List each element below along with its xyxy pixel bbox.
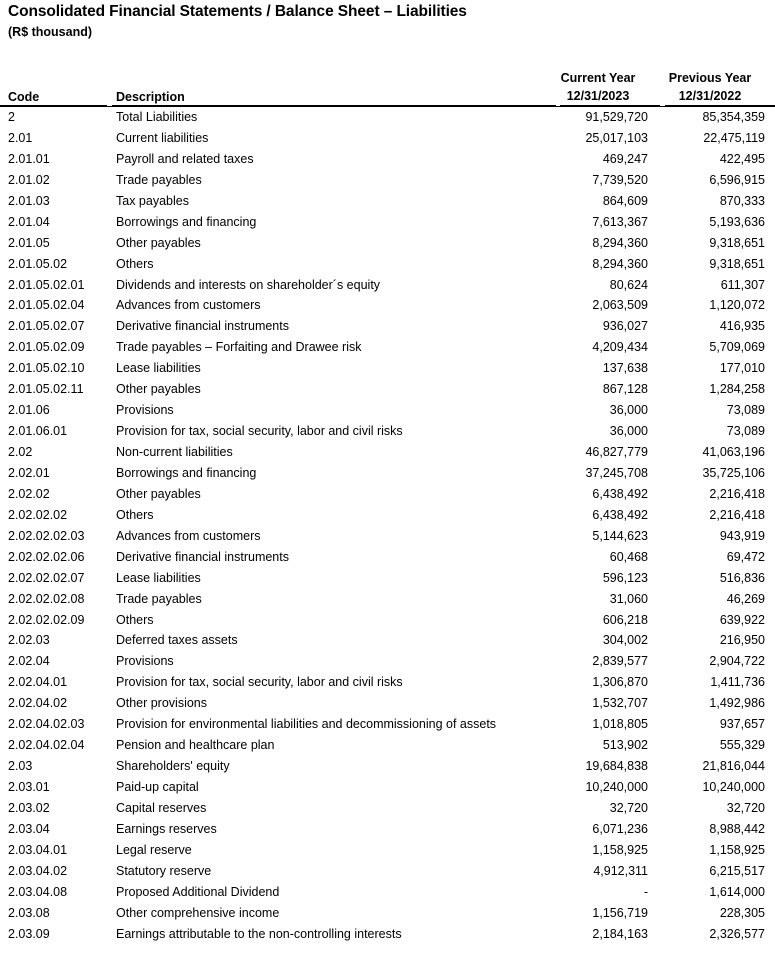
row-previous-year-value: 6,596,915 [709, 172, 765, 187]
row-current-year-value: 60,468 [609, 549, 648, 564]
row-code: 2.01.05.02.09 [8, 340, 85, 355]
table-row [0, 547, 775, 568]
row-previous-year-value: 1,120,072 [709, 298, 765, 313]
table-row [0, 275, 775, 296]
row-previous-year-value: 943,919 [719, 528, 765, 543]
row-current-year-value: 6,071,236 [592, 821, 648, 836]
row-current-year-value: 1,306,870 [592, 675, 648, 690]
row-description: Others [116, 507, 154, 522]
table-row [0, 903, 775, 924]
row-description: Current liabilities [116, 130, 209, 145]
table-row [0, 714, 775, 735]
row-current-year-value: 469,247 [602, 151, 648, 166]
row-code: 2.01.06.01 [8, 424, 68, 439]
row-description: Provisions [116, 654, 174, 669]
row-previous-year-value: 35,725,106 [702, 465, 765, 480]
row-previous-year-value: 937,657 [719, 717, 765, 732]
row-code: 2.03.02 [8, 800, 50, 815]
header-previous-year-label: Previous Year [668, 71, 752, 85]
header-current-year-date: 12/31/2023 [566, 89, 630, 103]
row-code: 2.03.04.02 [8, 863, 68, 878]
header-previous-year-date: 12/31/2022 [678, 89, 742, 103]
row-previous-year-value: 5,709,069 [709, 340, 765, 355]
header-previous-year [655, 69, 765, 105]
row-current-year-value: 4,912,311 [593, 863, 648, 878]
row-description: Provisions [116, 403, 174, 418]
document-title: Consolidated Financial Statements / Balance Sheet – Liabilities [8, 3, 467, 20]
table-row [0, 212, 775, 233]
row-description: Legal reserve [116, 842, 192, 857]
row-previous-year-value: 611,307 [720, 277, 765, 292]
row-code: 2.03.04.08 [8, 884, 68, 899]
table-row [0, 254, 775, 275]
header-current-year-label: Current Year [560, 71, 636, 85]
row-description: Pension and healthcare plan [116, 738, 275, 753]
row-description: Derivative financial instruments [116, 319, 289, 334]
row-code: 2.03.08 [8, 905, 50, 920]
row-code: 2.01.05.02.04 [8, 298, 85, 313]
row-code: 2.02.02.02.06 [8, 549, 85, 564]
row-previous-year-value: 1,492,986 [709, 696, 765, 711]
row-description: Other payables [116, 486, 201, 501]
row-previous-year-value: 516,836 [719, 570, 765, 585]
row-description: Deferred taxes assets [116, 633, 238, 648]
row-code: 2.02.04.02.03 [8, 717, 85, 732]
row-code: 2.02.04 [8, 654, 50, 669]
row-previous-year-value: 555,329 [719, 738, 765, 753]
row-previous-year-value: 41,063,196 [702, 445, 765, 459]
row-code: 2.01.01 [8, 151, 50, 166]
row-description: Advances from customers [116, 528, 261, 543]
table-body [0, 107, 775, 945]
row-current-year-value: 2,184,163 [592, 926, 648, 941]
row-previous-year-value: 10,240,000 [702, 780, 765, 794]
row-description: Derivative financial instruments [116, 549, 289, 564]
row-code: 2.02.02.02.07 [8, 570, 85, 585]
row-description: Proposed Additional Dividend [116, 884, 280, 899]
row-previous-year-value: 870,333 [719, 193, 765, 208]
row-previous-year-value: 177,010 [719, 361, 765, 376]
row-description: Provision for environmental liabilities and decommissioning of assets [116, 717, 497, 732]
row-previous-year-value: 9,318,651 [709, 235, 765, 250]
row-current-year-value: 25,017,103 [585, 130, 648, 145]
row-current-year-value: 7,613,367 [592, 214, 648, 229]
row-code: 2.01.06 [8, 403, 50, 418]
row-current-year-value: 1,532,707 [592, 696, 648, 711]
table-row [0, 337, 775, 358]
table-row [0, 421, 775, 442]
row-current-year-value: 10,240,000 [585, 780, 648, 794]
table-row [0, 651, 775, 672]
table-row [0, 756, 775, 777]
row-code: 2.02.02.02 [8, 507, 68, 522]
row-code: 2.02 [8, 445, 33, 459]
row-previous-year-value: 5,193,636 [709, 214, 765, 229]
row-current-year-value: 46,827,779 [585, 445, 648, 459]
row-code: 2.02.02.02.09 [8, 612, 85, 627]
row-description: Borrowings and financing [116, 214, 257, 229]
row-code: 2.01.04 [8, 214, 50, 229]
row-previous-year-value: 46,269 [726, 591, 765, 606]
row-code: 2.02.04.01 [8, 675, 68, 690]
table-row [0, 672, 775, 693]
row-current-year-value: 8,294,360 [592, 256, 648, 271]
row-description: Earnings reserves [116, 821, 217, 836]
table-row [0, 505, 775, 526]
row-current-year-value: 36,000 [609, 424, 648, 439]
row-code: 2.01.05.02 [8, 256, 68, 271]
row-description: Dividends and interests on shareholder´s equity [116, 277, 381, 292]
row-current-year-value: 606,218 [602, 612, 648, 627]
row-current-year-value: 80,624 [609, 277, 648, 292]
row-code: 2.01.05.02.01 [8, 277, 85, 292]
table-row [0, 442, 775, 463]
table-row [0, 107, 775, 128]
row-code: 2.01.03 [8, 193, 50, 208]
row-code: 2.02.04.02.04 [8, 738, 85, 753]
row-description: Capital reserves [116, 800, 207, 815]
row-current-year-value: 936,027 [602, 319, 648, 334]
row-previous-year-value: 9,318,651 [709, 256, 765, 271]
row-previous-year-value: 1,614,000 [709, 884, 765, 899]
row-previous-year-value: 1,158,925 [709, 842, 765, 857]
row-previous-year-value: 216,950 [719, 633, 765, 648]
table-row [0, 379, 775, 400]
row-previous-year-value: 639,922 [719, 612, 765, 627]
header-code: Code [8, 90, 40, 104]
row-current-year-value: 1,156,719 [592, 905, 648, 920]
table-header [0, 62, 775, 108]
row-description: Provision for tax, social security, labor and civil risks [116, 424, 403, 439]
row-description: Non-current liabilities [116, 445, 233, 459]
table-row [0, 882, 775, 903]
row-description: Trade payables [116, 591, 202, 606]
table-row [0, 819, 775, 840]
row-code: 2.02.02.02.03 [8, 528, 85, 543]
row-current-year-value: 1,158,925 [592, 842, 648, 857]
row-previous-year-value: 2,216,418 [709, 507, 765, 522]
row-previous-year-value: 85,354,359 [702, 110, 765, 124]
row-previous-year-value: 6,215,517 [709, 863, 765, 878]
row-description: Shareholders' equity [116, 759, 230, 774]
row-previous-year-value: 2,326,577 [709, 926, 765, 941]
row-previous-year-value: 32,720 [726, 800, 765, 815]
row-description: Trade payables [116, 172, 202, 187]
document-subtitle: (R$ thousand) [8, 25, 93, 39]
row-description: Other payables [116, 235, 201, 250]
row-code: 2.02.01 [8, 465, 50, 480]
row-description: Others [116, 256, 154, 271]
table-row [0, 777, 775, 798]
row-description: Payroll and related taxes [116, 151, 254, 166]
table-row [0, 295, 775, 316]
row-description: Advances from customers [116, 298, 261, 313]
table-row [0, 128, 775, 149]
table-row [0, 149, 775, 170]
row-current-year-value: 2,839,577 [592, 654, 648, 669]
table-row [0, 798, 775, 819]
row-description: Statutory reserve [116, 863, 212, 878]
row-code: 2.03 [8, 759, 33, 774]
row-code: 2.01.02 [8, 172, 50, 187]
row-previous-year-value: 73,089 [726, 403, 765, 418]
row-previous-year-value: 22,475,119 [703, 130, 765, 145]
row-code: 2.02.04.02 [8, 696, 68, 711]
row-description: Borrowings and financing [116, 465, 257, 480]
row-previous-year-value: 8,988,442 [709, 821, 765, 836]
table-row [0, 400, 775, 421]
table-row [0, 568, 775, 589]
row-description: Total Liabilities [116, 110, 198, 124]
row-code: 2.03.01 [8, 780, 50, 794]
table-row [0, 526, 775, 547]
row-previous-year-value: 73,089 [726, 424, 765, 439]
row-current-year-value: 37,245,708 [585, 465, 648, 480]
header-description: Description [116, 90, 185, 104]
row-current-year-value: 32,720 [609, 800, 648, 815]
row-code: 2.01 [8, 130, 33, 145]
table-row [0, 840, 775, 861]
row-previous-year-value: 2,904,722 [709, 654, 765, 669]
row-current-year-value: 5,144,623 [592, 528, 648, 543]
row-code: 2.03.04 [8, 821, 50, 836]
row-previous-year-value: 1,411,736 [710, 675, 765, 690]
table-row [0, 861, 775, 882]
row-current-year-value: 31,060 [609, 591, 648, 606]
table-row [0, 693, 775, 714]
row-current-year-value: 304,002 [602, 633, 648, 648]
table-row [0, 924, 775, 945]
row-current-year-value: 4,209,434 [592, 340, 648, 355]
row-previous-year-value: 69,472 [726, 549, 765, 564]
row-previous-year-value: 2,216,418 [709, 486, 765, 501]
row-description: Other comprehensive income [116, 905, 280, 920]
row-previous-year-value: 228,305 [719, 905, 765, 920]
row-current-year-value: 867,128 [602, 382, 648, 397]
row-current-year-value: 137,638 [602, 361, 648, 376]
row-current-year-value: 91,529,720 [585, 110, 648, 124]
row-current-year-value: 513,902 [602, 738, 648, 753]
row-previous-year-value: 21,816,044 [702, 759, 765, 774]
row-description: Tax payables [116, 193, 189, 208]
table-row [0, 484, 775, 505]
row-current-year-value: 2,063,509 [592, 298, 648, 313]
table-row [0, 630, 775, 651]
table-row [0, 463, 775, 484]
row-code: 2.03.04.01 [8, 842, 68, 857]
row-code: 2.01.05.02.10 [8, 361, 85, 376]
table-row [0, 735, 775, 756]
row-description: Paid-up capital [116, 780, 199, 794]
row-current-year-value: 19,684,838 [585, 759, 648, 774]
row-previous-year-value: 416,935 [719, 319, 765, 334]
row-current-year-value: 6,438,492 [592, 507, 648, 522]
row-code: 2.01.05 [8, 235, 50, 250]
row-current-year-value: 864,609 [602, 193, 648, 208]
row-current-year-value: 596,123 [602, 570, 648, 585]
row-code: 2.02.02.02.08 [8, 591, 85, 606]
row-code: 2.01.05.02.07 [8, 319, 85, 334]
row-current-year-value: 6,438,492 [592, 486, 648, 501]
row-current-year-value: 1,018,805 [592, 717, 648, 732]
row-code: 2 [8, 110, 15, 124]
row-description: Lease liabilities [116, 361, 201, 376]
table-row [0, 170, 775, 191]
row-description: Other provisions [116, 696, 208, 711]
row-code: 2.02.02 [8, 486, 50, 501]
row-current-year-value: 7,739,520 [592, 172, 648, 187]
row-description: Others [116, 612, 154, 627]
row-description: Other payables [116, 382, 201, 397]
row-description: Earnings attributable to the non-controlling interests [116, 926, 402, 941]
table-row [0, 233, 775, 254]
row-code: 2.01.05.02.11 [8, 382, 84, 397]
header-current-year [548, 69, 648, 105]
row-previous-year-value: 422,495 [719, 151, 765, 166]
row-code: 2.02.03 [8, 633, 50, 648]
table-row [0, 610, 775, 631]
table-row [0, 191, 775, 212]
table-row [0, 589, 775, 610]
row-description: Trade payables – Forfaiting and Drawee risk [116, 340, 362, 355]
row-current-year-value: 8,294,360 [592, 235, 648, 250]
table-row [0, 316, 775, 337]
row-description: Provision for tax, social security, labor and civil risks [116, 675, 403, 690]
row-current-year-value: - [643, 884, 648, 899]
row-description: Lease liabilities [116, 570, 201, 585]
row-previous-year-value: 1,284,258 [709, 382, 765, 397]
row-code: 2.03.09 [8, 926, 50, 941]
table-row [0, 358, 775, 379]
row-current-year-value: 36,000 [609, 403, 648, 418]
